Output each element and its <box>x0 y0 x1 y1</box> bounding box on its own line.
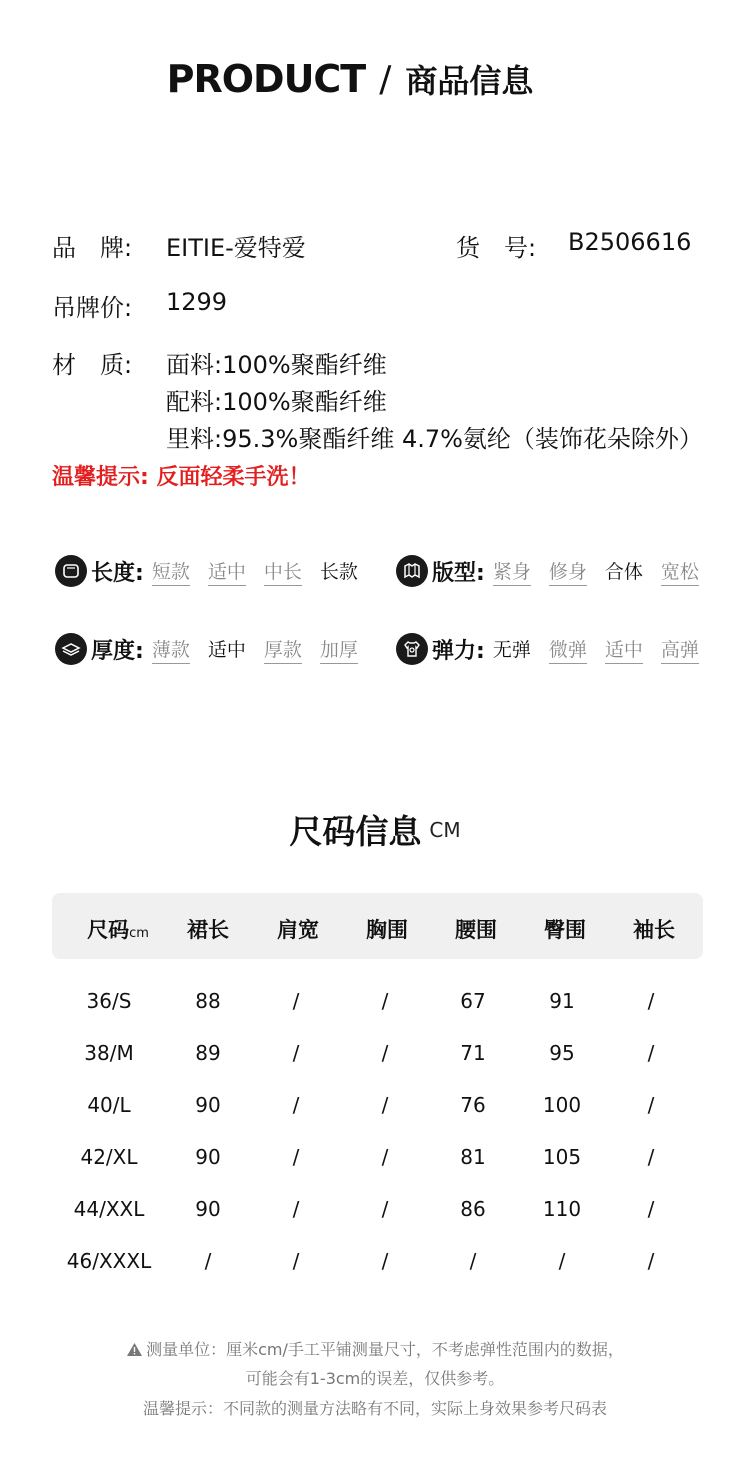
table-row <box>52 989 703 1019</box>
size-table-header <box>52 893 703 959</box>
option-elastic-none: 无弹 <box>492 639 531 661</box>
table-cell: / <box>381 1249 389 1273</box>
table-cell: 36/S <box>86 989 132 1013</box>
table-cell: 86 <box>460 1197 486 1221</box>
attr-length <box>55 554 376 588</box>
table-cell: 71 <box>460 1041 486 1065</box>
table-cell: 81 <box>460 1145 486 1169</box>
table-cell: 67 <box>460 989 486 1013</box>
elastic-shirt-icon <box>396 633 428 665</box>
table-cell: / <box>292 1093 300 1117</box>
warning-triangle-icon <box>126 1342 143 1361</box>
column-header-sleeve: 袖长 <box>633 918 675 942</box>
size-section-title <box>0 806 750 853</box>
table-cell: 88 <box>195 989 221 1013</box>
size-title: 尺码信息 <box>289 812 422 851</box>
size-title-unit: CM <box>429 817 461 842</box>
dress-length-icon <box>55 555 87 587</box>
table-cell: 46/XXXL <box>66 1249 152 1273</box>
table-cell: / <box>381 1093 389 1117</box>
table-cell: / <box>292 1041 300 1065</box>
table-cell: / <box>381 1145 389 1169</box>
measurement-note-text1: 测量单位：厘米cm/手工平铺测量尺寸，不考虑弹性范围内的数据， <box>146 1340 624 1359</box>
table-cell: / <box>381 1197 389 1221</box>
sku-label: 货 号: <box>456 234 537 262</box>
table-cell: / <box>647 1041 655 1065</box>
table-cell: 95 <box>549 1041 575 1065</box>
table-cell: 76 <box>460 1093 486 1117</box>
table-cell: / <box>381 989 389 1013</box>
material-line-lining: 里料:95.3%聚酯纤维 4.7%氨纶（装饰花朵除外） <box>166 425 703 453</box>
table-cell: 100 <box>542 1093 582 1117</box>
material-line-fabric: 面料:100%聚酯纤维 <box>166 351 387 379</box>
brand-value: EITIE-爱特爱 <box>166 234 306 262</box>
attr-thickness <box>55 632 376 666</box>
measurement-note-line1 <box>0 1337 750 1361</box>
measurement-note-line2: 可能会有1-3cm的误差，仅供参考。 <box>245 1369 505 1388</box>
option-fit-tight: 紧身 <box>493 557 531 586</box>
table-cell: 110 <box>542 1197 582 1221</box>
price-label: 吊牌价: <box>52 294 133 322</box>
attr-fit <box>396 554 717 588</box>
column-header-bust: 胸围 <box>366 918 408 942</box>
table-row <box>52 1197 703 1227</box>
option-length-long: 长款 <box>319 561 358 583</box>
attr-elasticity <box>396 632 717 666</box>
option-length-medium: 适中 <box>208 557 246 586</box>
measurement-note-line3: 温馨提示：不同款的测量方法略有不同，实际上身效果参考尺码表 <box>142 1399 607 1418</box>
table-row <box>52 1249 703 1279</box>
fit-shape-icon <box>396 555 428 587</box>
column-header-size-label: 尺码 <box>87 918 130 942</box>
attr-thickness-name: 厚度: <box>91 638 144 664</box>
table-cell: 42/XL <box>80 1145 138 1169</box>
table-cell: 105 <box>542 1145 582 1169</box>
table-cell: 89 <box>195 1041 221 1065</box>
table-cell: / <box>292 989 300 1013</box>
page-header <box>0 56 700 102</box>
option-elastic-high: 高弹 <box>661 635 699 664</box>
size-table-body <box>52 989 703 1289</box>
table-cell: 90 <box>195 1145 221 1169</box>
header-title-cn: 商品信息 <box>405 62 534 100</box>
option-thickness-medium: 适中 <box>207 639 246 661</box>
header-slash: / <box>379 58 392 100</box>
table-cell: 91 <box>549 989 575 1013</box>
attr-fit-name: 版型: <box>432 560 485 586</box>
table-row <box>52 1041 703 1071</box>
thickness-layers-icon <box>55 633 87 665</box>
table-cell: / <box>292 1249 300 1273</box>
option-thickness-extra: 加厚 <box>320 635 358 664</box>
brand-label: 品 牌: <box>52 234 133 262</box>
option-fit-slim: 修身 <box>549 557 587 586</box>
column-header-size <box>68 914 168 944</box>
attr-elasticity-name: 弹力: <box>432 638 485 664</box>
table-cell: / <box>647 1249 655 1273</box>
material-label: 材 质: <box>52 351 133 379</box>
table-cell: 38/M <box>84 1041 134 1065</box>
option-thickness-thick: 厚款 <box>264 635 302 664</box>
column-header-shoulder: 肩宽 <box>277 918 319 942</box>
table-cell: / <box>647 1145 655 1169</box>
table-cell: 44/XXL <box>73 1197 145 1221</box>
table-cell: / <box>647 1093 655 1117</box>
column-header-hip: 臀围 <box>544 918 586 942</box>
table-cell: / <box>292 1145 300 1169</box>
table-cell: 90 <box>195 1093 221 1117</box>
table-cell: 40/L <box>87 1093 131 1117</box>
sku-value: B2506616 <box>568 228 692 256</box>
column-header-dress-length: 裙长 <box>187 918 229 942</box>
table-cell: / <box>204 1249 212 1273</box>
table-row <box>52 1093 703 1123</box>
table-cell: / <box>292 1197 300 1221</box>
price-value: 1299 <box>166 288 228 316</box>
material-line-trim: 配料:100%聚酯纤维 <box>166 388 387 416</box>
option-fit-loose: 宽松 <box>661 557 699 586</box>
option-length-midlong: 中长 <box>264 557 302 586</box>
care-tip: 温馨提示: 反面轻柔手洗！ <box>52 465 311 490</box>
option-elastic-slight: 微弹 <box>549 635 587 664</box>
table-cell: / <box>647 989 655 1013</box>
attr-length-name: 长度: <box>91 560 144 586</box>
column-header-waist: 腰围 <box>455 918 497 942</box>
table-cell: / <box>558 1249 566 1273</box>
column-header-size-unit: cm <box>129 926 149 941</box>
option-fit-regular: 合体 <box>604 561 643 583</box>
header-title-en: PRODUCT <box>166 57 366 101</box>
option-thickness-thin: 薄款 <box>152 635 190 664</box>
table-cell: / <box>381 1041 389 1065</box>
option-length-short: 短款 <box>152 557 190 586</box>
table-cell: / <box>647 1197 655 1221</box>
table-cell: / <box>469 1249 477 1273</box>
table-cell: 90 <box>195 1197 221 1221</box>
table-row <box>52 1145 703 1175</box>
option-elastic-medium: 适中 <box>605 635 643 664</box>
